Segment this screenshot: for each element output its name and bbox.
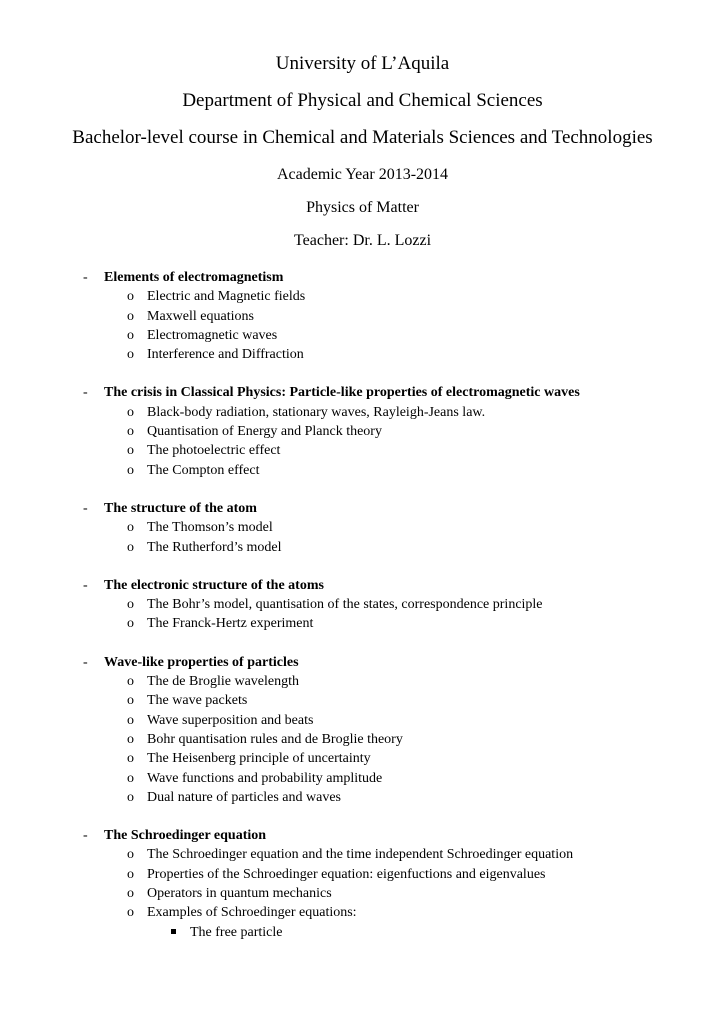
list-item-text: Wave functions and probability amplitude: [147, 770, 383, 786]
circle-bullet-icon: o: [127, 597, 134, 613]
section-title: The electronic structure of the atoms: [104, 577, 324, 593]
circle-bullet-icon: o: [127, 712, 134, 728]
circle-bullet-icon: o: [127, 905, 134, 921]
list-item-text: Operators in quantum mechanics: [147, 886, 332, 902]
list-item: [0, 730, 725, 749]
list-item: [0, 595, 725, 614]
list-item-text: The wave packets: [147, 693, 248, 709]
subject-title: Physics of Matter: [306, 199, 419, 216]
circle-bullet-icon: o: [127, 462, 134, 478]
list-item-text: Bohr quantisation rules and de Broglie theory: [147, 731, 403, 747]
list-item-text: The Heisenberg principle of uncertainty: [147, 751, 371, 767]
section-heading: [0, 499, 725, 518]
circle-bullet-icon: o: [127, 770, 134, 786]
list-item: [0, 769, 725, 788]
list-item: [0, 287, 725, 306]
list-item-text: The Rutherford’s model: [147, 539, 282, 555]
section-title: The Schroedinger equation: [104, 828, 267, 844]
section-title: Wave-like properties of particles: [104, 654, 299, 670]
syllabus-section: [0, 499, 725, 557]
list-item: [0, 307, 725, 326]
syllabus-section: [0, 826, 725, 942]
sub-list-item-text: The free particle: [190, 924, 283, 940]
dash-marker: -: [83, 654, 88, 670]
list-item: [0, 614, 725, 633]
circle-bullet-icon: o: [127, 731, 134, 747]
circle-bullet-icon: o: [127, 886, 134, 902]
list-item: [0, 691, 725, 710]
circle-bullet-icon: o: [127, 674, 134, 690]
syllabus-section: [0, 383, 725, 479]
list-item-text: Electric and Magnetic fields: [147, 289, 306, 305]
list-item: [0, 903, 725, 922]
section-title: The structure of the atom: [104, 500, 257, 516]
list-item-text: The Compton effect: [147, 462, 260, 478]
circle-bullet-icon: o: [127, 520, 134, 536]
list-item: [0, 326, 725, 345]
dash-marker: -: [83, 500, 88, 516]
circle-bullet-icon: o: [127, 308, 134, 324]
list-item: [0, 441, 725, 460]
academic-year: Academic Year 2013-2014: [276, 166, 449, 183]
circle-bullet-icon: o: [127, 424, 134, 440]
circle-bullet-icon: o: [127, 751, 134, 767]
document-header: [0, 51, 725, 252]
circle-bullet-icon: o: [127, 616, 134, 632]
circle-bullet-icon: o: [127, 327, 134, 343]
circle-bullet-icon: o: [127, 289, 134, 305]
department-name: Department of Physical and Chemical Sciences: [182, 90, 543, 111]
section-heading: [0, 653, 725, 672]
list-item-text: The de Broglie wavelength: [147, 674, 300, 690]
circle-bullet-icon: o: [127, 539, 134, 555]
circle-bullet-icon: o: [127, 443, 134, 459]
dash-marker: -: [83, 577, 88, 593]
list-item: [0, 749, 725, 768]
circle-bullet-icon: o: [127, 789, 134, 805]
list-item: [0, 403, 725, 422]
university-name: University of L’Aquila: [275, 53, 450, 74]
circle-bullet-icon: o: [127, 847, 134, 863]
section-heading: [0, 268, 725, 287]
list-item-text: The Thomson’s model: [147, 520, 273, 536]
list-item: [0, 788, 725, 807]
list-item-text: The Franck-Hertz experiment: [147, 616, 314, 632]
circle-bullet-icon: o: [127, 347, 134, 363]
sub-list-item: [0, 923, 725, 942]
list-item-text: Examples of Schroedinger equations:: [147, 905, 357, 921]
section-heading: [0, 576, 725, 595]
syllabus-section: [0, 576, 725, 634]
list-item: [0, 884, 725, 903]
list-item: [0, 538, 725, 557]
syllabus-section: [0, 653, 725, 807]
list-item: [0, 345, 725, 364]
dash-marker: -: [83, 828, 88, 844]
list-item-text: Electromagnetic waves: [147, 327, 278, 343]
dash-marker: -: [83, 270, 88, 285]
list-item-text: Black-body radiation, stationary waves, Rayleigh-Jeans law.: [147, 404, 486, 420]
dash-marker: -: [83, 385, 88, 401]
list-item-text: The photoelectric effect: [147, 443, 281, 459]
syllabus-section: [0, 268, 725, 364]
list-item-text: Properties of the Schroedinger equation: eigenfuctions and eigenvalues: [147, 866, 546, 882]
list-item-text: Maxwell equations: [147, 308, 254, 324]
square-bullet-icon: [171, 929, 176, 934]
list-item-text: The Schroedinger equation and the time independent Schroedinger equation: [147, 847, 574, 863]
list-item: [0, 865, 725, 884]
section-title: Elements of electromagnetism: [104, 270, 284, 285]
list-item-text: Quantisation of Energy and Planck theory: [147, 424, 382, 440]
circle-bullet-icon: o: [127, 693, 134, 709]
course-name: Bachelor-level course in Chemical and Materials Sciences and Technologies: [72, 127, 653, 148]
list-item: [0, 461, 725, 480]
list-item: [0, 422, 725, 441]
list-item: [0, 711, 725, 730]
section-title: The crisis in Classical Physics: Particle-like properties of electromagnetic waves: [104, 385, 580, 401]
circle-bullet-icon: o: [127, 404, 134, 420]
list-item-text: Interference and Diffraction: [147, 347, 304, 363]
section-heading: [0, 826, 725, 845]
list-item: [0, 672, 725, 691]
teacher-name: Teacher: Dr. L. Lozzi: [293, 232, 432, 249]
list-item: [0, 845, 725, 864]
list-item-text: Dual nature of particles and waves: [147, 789, 341, 805]
circle-bullet-icon: o: [127, 866, 134, 882]
list-item-text: The Bohr’s model, quantisation of the states, correspondence principle: [147, 597, 543, 613]
list-item-text: Wave superposition and beats: [147, 712, 314, 728]
list-item: [0, 518, 725, 537]
syllabus-outline: [0, 268, 725, 961]
section-heading: [0, 383, 725, 402]
